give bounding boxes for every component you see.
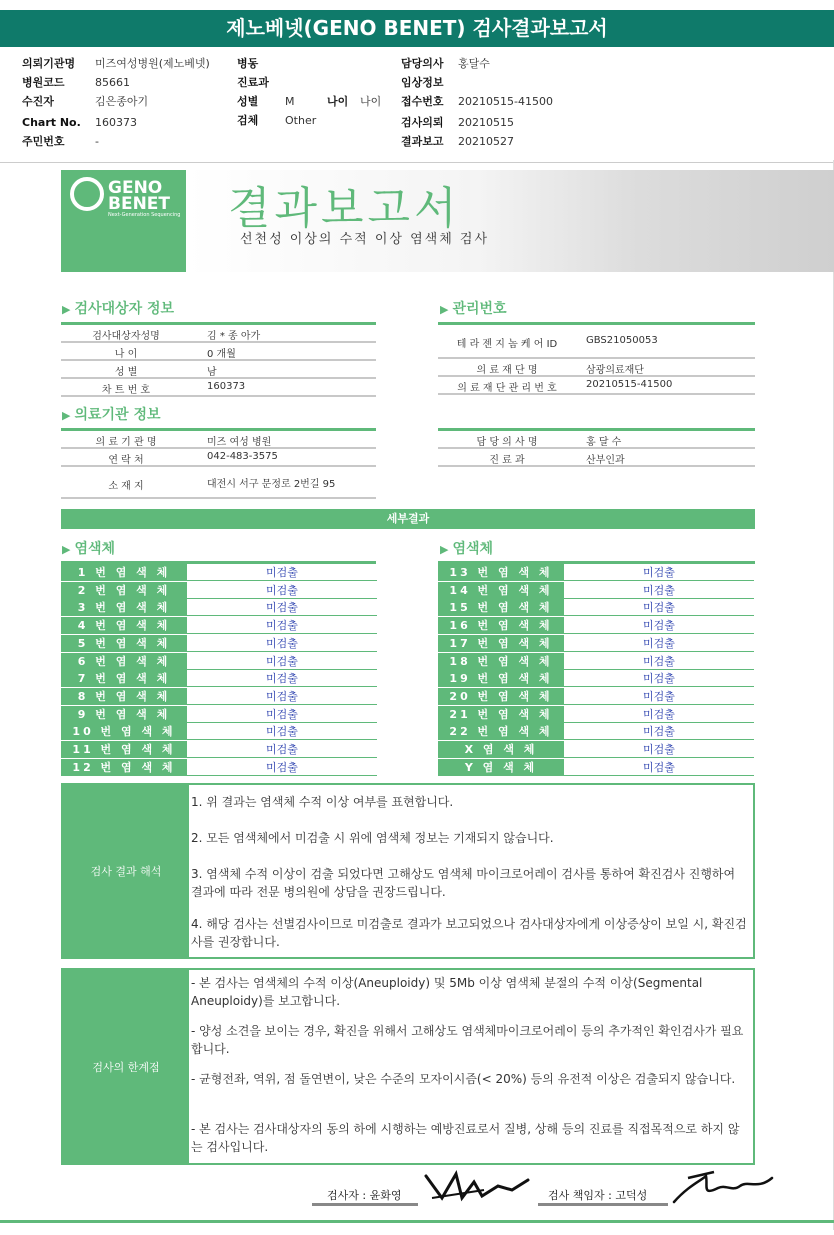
chromosome-name: 4 번 염 색 체 xyxy=(61,617,187,634)
detail-result-bar: 세부결과 xyxy=(61,509,755,529)
chromosome-row xyxy=(61,582,377,600)
chromosome-row xyxy=(61,635,377,653)
subject-heading-text: 검사대상자 정보 xyxy=(74,301,175,317)
clinic-table xyxy=(61,431,376,501)
header-label: 임상정보 xyxy=(401,76,444,89)
chromosome-name: 14 번 염 색 체 xyxy=(438,582,564,599)
table-row xyxy=(61,449,376,467)
chromosome-row xyxy=(61,564,377,582)
interpretation-item: 1. 위 결과는 염색체 수적 이상 여부를 표현합니다. xyxy=(191,795,454,809)
mgmt-heading xyxy=(440,298,507,318)
chromosome-result: 미검출 xyxy=(564,635,754,652)
triangle-right-icon: ▶ xyxy=(62,543,71,556)
chromosome-result: 미검출 xyxy=(187,653,377,670)
report-title-bar xyxy=(0,10,834,47)
row-value: 0 개월 xyxy=(207,349,236,360)
chromosome-name: 9 번 염 색 체 xyxy=(61,706,187,723)
chromosome-name: Y 염 색 체 xyxy=(438,759,564,776)
chromosome-result: 미검출 xyxy=(564,599,754,616)
chromosome-name: 21 번 염 색 체 xyxy=(438,706,564,723)
chromosome-result: 미검출 xyxy=(564,723,754,740)
chromosome-result: 미검출 xyxy=(187,759,377,776)
header-label: 의뢰기관명 xyxy=(22,57,76,70)
table-row xyxy=(438,325,755,359)
header-label: Chart No. xyxy=(22,116,81,129)
chromosome-row xyxy=(438,670,754,688)
chromosome-name: X 염 색 체 xyxy=(438,741,564,758)
chromosome-row xyxy=(438,599,754,617)
chromosome-name: 17 번 염 색 체 xyxy=(438,635,564,652)
header-value: 홍달수 xyxy=(458,57,490,70)
logo-text xyxy=(108,180,170,212)
chromosome-name: 19 번 염 색 체 xyxy=(438,670,564,687)
chromosome-name: 11 번 염 색 체 xyxy=(61,741,187,758)
row-value: 홍 달 수 xyxy=(586,437,622,448)
limits-label-cell xyxy=(63,970,189,1163)
header-label: 수진자 xyxy=(22,95,54,108)
tester-label: 검사자 : 윤화영 xyxy=(327,1189,402,1202)
chromosome-result: 미검출 xyxy=(564,653,754,670)
mgmt-heading-text: 관리번호 xyxy=(452,301,507,317)
table-row xyxy=(438,431,755,449)
chromosome-result: 미검출 xyxy=(187,706,377,723)
chromosome-row xyxy=(61,653,377,671)
row-key: 소 재 지 xyxy=(108,481,144,492)
chromosome-result: 미검출 xyxy=(564,582,754,599)
chromosome-result: 미검출 xyxy=(187,599,377,616)
header-value: 김은종아기 xyxy=(95,95,149,108)
chromosome-row xyxy=(438,582,754,600)
chromosome-result: 미검출 xyxy=(187,723,377,740)
row-key: 테 라 젠 지 놈 케 어 ID xyxy=(456,339,558,350)
chromosome-row xyxy=(438,723,754,741)
row-key: 검사대상자성명 xyxy=(92,331,160,342)
chromosome-heading-right-text: 염색체 xyxy=(452,541,494,557)
interpretation-box xyxy=(61,783,755,959)
chromosome-row xyxy=(61,741,377,759)
header-label: 검체 xyxy=(237,114,259,127)
row-value: 20210515-41500 xyxy=(586,379,673,390)
row-value: 미즈 여성 병원 xyxy=(207,437,272,448)
header-value: 나이 xyxy=(360,95,382,108)
chromosome-name: 10 번 염 색 체 xyxy=(61,723,187,740)
header-col-1 xyxy=(22,54,252,154)
chromosome-name: 1 번 염 색 체 xyxy=(61,564,187,581)
chromosome-heading-right xyxy=(440,538,493,558)
row-key: 의 료 기 관 명 xyxy=(95,437,157,448)
limits-item: - 양성 소견을 보이는 경우, 확진을 위해서 고해상도 염색체마이크로어레이 등의 추가적인 확인검사가 필요합니다. xyxy=(191,1024,744,1056)
row-value: 160373 xyxy=(207,381,246,392)
table-row xyxy=(438,359,755,377)
limits-item: - 본 검사는 검사대상자의 동의 하에 시행하는 예방진료로서 질병, 상해 등의 진료를 직접목적으로 하지 않는 검사입니다. xyxy=(191,1122,740,1154)
table-row xyxy=(61,343,376,361)
table-row xyxy=(61,379,376,397)
interpretation-label-cell xyxy=(63,785,189,957)
row-value: 김 * 종 아가 xyxy=(207,331,261,342)
row-key: 진 료 과 xyxy=(489,455,525,466)
header-label: 진료과 xyxy=(237,76,269,89)
chromosome-result: 미검출 xyxy=(187,688,377,705)
chromosome-table-left xyxy=(61,564,377,777)
header-value: M xyxy=(285,95,295,108)
chromosome-row xyxy=(438,617,754,635)
chromosome-table-right xyxy=(438,564,754,777)
header-label: 나이 xyxy=(327,95,349,108)
geno-benet-logo-icon xyxy=(70,177,104,211)
chromosome-row xyxy=(61,706,377,724)
chromosome-result: 미검출 xyxy=(564,706,754,723)
header-label: 결과보고 xyxy=(401,135,444,148)
chromosome-row xyxy=(61,688,377,706)
tester-underline xyxy=(312,1203,418,1206)
chromosome-name: 12 번 염 색 체 xyxy=(61,759,187,776)
table-row xyxy=(438,377,755,395)
chromosome-result: 미검출 xyxy=(564,688,754,705)
chromosome-name: 8 번 염 색 체 xyxy=(61,688,187,705)
chromosome-name: 16 번 염 색 체 xyxy=(438,617,564,634)
header-label: 담당의사 xyxy=(401,57,444,70)
row-value: 대전시 서구 문정로 2번길 95 xyxy=(207,479,336,490)
chromosome-result: 미검출 xyxy=(187,564,377,581)
chromosome-name: 2 번 염 색 체 xyxy=(61,582,187,599)
chromosome-row xyxy=(438,653,754,671)
header-label: 주민번호 xyxy=(22,135,65,148)
header-label: 접수번호 xyxy=(401,95,444,108)
chromosome-result: 미검출 xyxy=(564,617,754,634)
tester-signature xyxy=(422,1168,532,1208)
responsible-label: 검사 책임자 : 고덕성 xyxy=(548,1189,648,1202)
interpretation-item: 4. 해당 검사는 선별검사이므로 미검출로 결과가 보고되었으나 검사대상자에게 이상증상이 보일 시, 확진검사를 권장합니다. xyxy=(191,917,747,949)
row-key: 의 료 재 단 명 xyxy=(476,365,538,376)
chromosome-name: 18 번 염 색 체 xyxy=(438,653,564,670)
header-label: 성별 xyxy=(237,95,259,108)
page-bottom-line xyxy=(0,1220,834,1223)
row-value: 042-483-3575 xyxy=(207,451,278,462)
responsible-underline xyxy=(538,1203,668,1206)
logo-line1: GENO xyxy=(108,178,163,198)
header-label: 검사의뢰 xyxy=(401,116,444,129)
chromosome-name: 5 번 염 색 체 xyxy=(61,635,187,652)
chromosome-name: 13 번 염 색 체 xyxy=(438,564,564,581)
header-value: 20210515 xyxy=(458,116,514,129)
table-row xyxy=(61,325,376,343)
table-row xyxy=(61,431,376,449)
header-col-3 xyxy=(401,54,601,154)
row-key: 나 이 xyxy=(114,349,138,360)
row-key: 차 트 번 호 xyxy=(101,385,151,396)
chromosome-row xyxy=(438,741,754,759)
limits-item: - 균형전좌, 역위, 점 돌연변이, 낮은 수준의 모자이시즘(< 20%) 등의 유전적 이상은 검출되지 않습니다. xyxy=(191,1072,736,1086)
row-value: 삼광의료재단 xyxy=(586,365,644,376)
header-value: 미즈여성병원(제노베넷) xyxy=(95,57,210,70)
chromosome-row xyxy=(61,599,377,617)
logo-subtitle: Next-Generation Sequencing xyxy=(108,212,181,218)
limits-box xyxy=(61,968,755,1165)
row-value: 남 xyxy=(207,367,217,378)
triangle-right-icon: ▶ xyxy=(440,303,449,316)
chromosome-name: 6 번 염 색 체 xyxy=(61,653,187,670)
chromosome-heading-left-text: 염색체 xyxy=(74,541,116,557)
header-label: 병동 xyxy=(237,57,259,70)
chromosome-name: 15 번 염 색 체 xyxy=(438,599,564,616)
header-value: 160373 xyxy=(95,116,137,129)
row-key: 담 당 의 사 명 xyxy=(476,437,538,448)
interpretation-item: 3. 염색체 수적 이상이 검출 되었다면 고해상도 염색체 마이크로어레이 검사를 통하여 확진검사 진행하여 결과에 따라 전문 병의원에 상담을 권장드립니다. xyxy=(191,867,736,899)
clinic-heading-text: 의료기관 정보 xyxy=(74,407,161,423)
chromosome-result: 미검출 xyxy=(564,741,754,758)
row-key: 연 락 처 xyxy=(108,455,144,466)
chromosome-result: 미검출 xyxy=(187,741,377,758)
subject-heading xyxy=(62,298,174,318)
report-sub-title: 선천성 이상의 수적 이상 염색체 검사 xyxy=(240,232,490,247)
header-label: 병원코드 xyxy=(22,76,65,89)
triangle-right-icon: ▶ xyxy=(62,409,71,422)
chromosome-name: 7 번 염 색 체 xyxy=(61,670,187,687)
responsible-signature xyxy=(668,1166,778,1210)
chromosome-row xyxy=(438,706,754,724)
chromosome-result: 미검출 xyxy=(187,582,377,599)
row-value: 산부인과 xyxy=(586,455,625,466)
interpretation-item: 2. 모든 염색체에서 미검출 시 위에 염색체 정보는 기재되지 않습니다. xyxy=(191,831,554,845)
logo-line2: BENET xyxy=(108,194,171,214)
header-value: - xyxy=(95,135,99,148)
chromosome-name: 20 번 염 색 체 xyxy=(438,688,564,705)
header-value: Other xyxy=(285,114,317,127)
table-row xyxy=(61,467,376,499)
chromosome-row xyxy=(438,635,754,653)
chromosome-result: 미검출 xyxy=(187,617,377,634)
subject-table xyxy=(61,325,376,395)
row-key: 의 료 재 단 관 리 번 호 xyxy=(457,383,557,394)
clinic-right-table xyxy=(438,431,755,471)
limits-item: - 본 검사는 염색체의 수적 이상(Aneuploidy) 및 5Mb 이상 염색체 분절의 수적 이상(Segmental Aneuploidy)를 보고합니다. xyxy=(191,976,703,1008)
chromosome-row xyxy=(61,670,377,688)
chromosome-row xyxy=(61,759,377,777)
header-value: 85661 xyxy=(95,76,130,89)
chromosome-result: 미검출 xyxy=(564,564,754,581)
chromosome-row xyxy=(438,564,754,582)
triangle-right-icon: ▶ xyxy=(440,543,449,556)
chromosome-result: 미검출 xyxy=(564,759,754,776)
chromosome-result: 미검출 xyxy=(187,670,377,687)
header-col-2 xyxy=(237,54,397,154)
row-value: GBS21050053 xyxy=(586,335,658,346)
report-title: 제노베넷(GENO BENET) 검사결과보고서 xyxy=(226,16,608,40)
chromosome-result: 미검출 xyxy=(187,635,377,652)
chromosome-row xyxy=(438,688,754,706)
chromosome-row xyxy=(61,723,377,741)
triangle-right-icon: ▶ xyxy=(62,303,71,316)
table-row xyxy=(438,449,755,467)
limits-label: 검사의 한계점 xyxy=(92,1060,160,1074)
table-row xyxy=(61,361,376,379)
header-value: 20210527 xyxy=(458,135,514,148)
chromosome-name: 3 번 염 색 체 xyxy=(61,599,187,616)
chromosome-row xyxy=(61,617,377,635)
header-divider xyxy=(0,162,834,163)
header-value: 20210515-41500 xyxy=(458,95,553,108)
chromosome-heading-left xyxy=(62,538,115,558)
clinic-heading xyxy=(62,404,161,424)
row-key: 성 별 xyxy=(114,367,138,378)
interpretation-label: 검사 결과 해석 xyxy=(90,865,162,878)
chromosome-row xyxy=(438,759,754,777)
chromosome-name: 22 번 염 색 체 xyxy=(438,723,564,740)
chromosome-result: 미검출 xyxy=(564,670,754,687)
mgmt-table xyxy=(438,325,755,395)
report-big-title: 결과보고서 xyxy=(228,183,461,234)
